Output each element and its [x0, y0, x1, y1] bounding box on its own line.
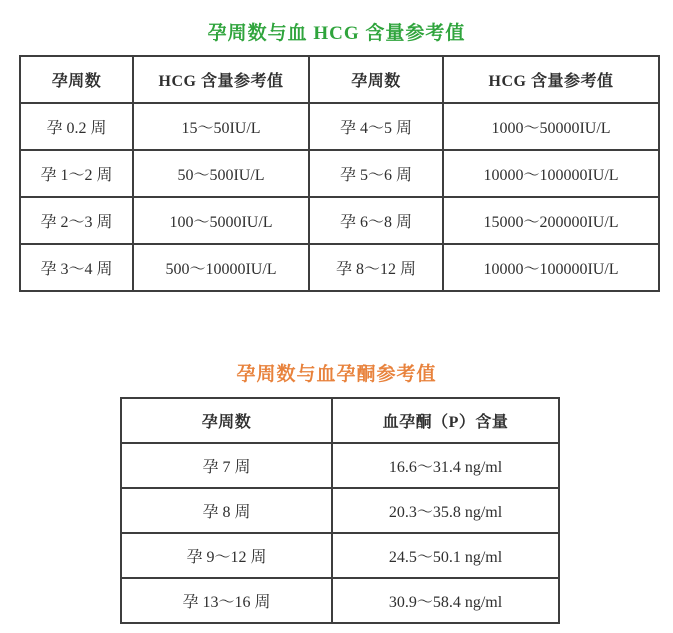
value-cell: 100～5000IU/L — [133, 197, 309, 244]
week-cell: 孕 6～8 周 — [309, 197, 443, 244]
value-cell: 24.5～50.1 ng/ml — [332, 533, 559, 578]
hcg-header-value-right: HCG 含量参考值 — [443, 56, 659, 103]
value-cell: 1000～50000IU/L — [443, 103, 659, 150]
week-cell: 孕 0.2 周 — [20, 103, 133, 150]
week-cell: 孕 13～16 周 — [121, 578, 332, 623]
week-cell: 孕 1～2 周 — [20, 150, 133, 197]
hcg-header-row — [20, 56, 659, 103]
table-row — [121, 533, 559, 578]
table-row — [20, 150, 659, 197]
value-cell: 50～500IU/L — [133, 150, 309, 197]
table-row — [121, 443, 559, 488]
value-cell: 10000～100000IU/L — [443, 150, 659, 197]
hcg-table-title: 孕周数与血 HCG 含量参考值 — [207, 23, 466, 44]
week-cell: 孕 8～12 周 — [309, 244, 443, 291]
value-cell: 10000～100000IU/L — [443, 244, 659, 291]
table-row — [20, 197, 659, 244]
value-cell: 16.6～31.4 ng/ml — [332, 443, 559, 488]
value-cell: 15000～200000IU/L — [443, 197, 659, 244]
value-cell: 15～50IU/L — [133, 103, 309, 150]
hcg-header-value-left: HCG 含量参考值 — [133, 56, 309, 103]
value-cell: 30.9～58.4 ng/ml — [332, 578, 559, 623]
week-cell: 孕 2～3 周 — [20, 197, 133, 244]
week-cell: 孕 8 周 — [121, 488, 332, 533]
table-row — [20, 244, 659, 291]
progesterone-table-title: 孕周数与血孕酮参考值 — [236, 364, 437, 385]
table-row — [121, 578, 559, 623]
progesterone-header-week: 孕周数 — [121, 398, 332, 443]
hcg-reference-table — [19, 55, 660, 292]
table-row — [20, 103, 659, 150]
week-cell: 孕 4～5 周 — [309, 103, 443, 150]
progesterone-header-row — [121, 398, 559, 443]
hcg-header-week-right: 孕周数 — [309, 56, 443, 103]
week-cell: 孕 7 周 — [121, 443, 332, 488]
week-cell: 孕 3～4 周 — [20, 244, 133, 291]
value-cell: 20.3～35.8 ng/ml — [332, 488, 559, 533]
hcg-header-week-left: 孕周数 — [20, 56, 133, 103]
week-cell: 孕 5～6 周 — [309, 150, 443, 197]
table-row — [121, 488, 559, 533]
value-cell: 500～10000IU/L — [133, 244, 309, 291]
week-cell: 孕 9～12 周 — [121, 533, 332, 578]
progesterone-header-value: 血孕酮（P）含量 — [332, 398, 559, 443]
progesterone-reference-table — [120, 397, 560, 624]
